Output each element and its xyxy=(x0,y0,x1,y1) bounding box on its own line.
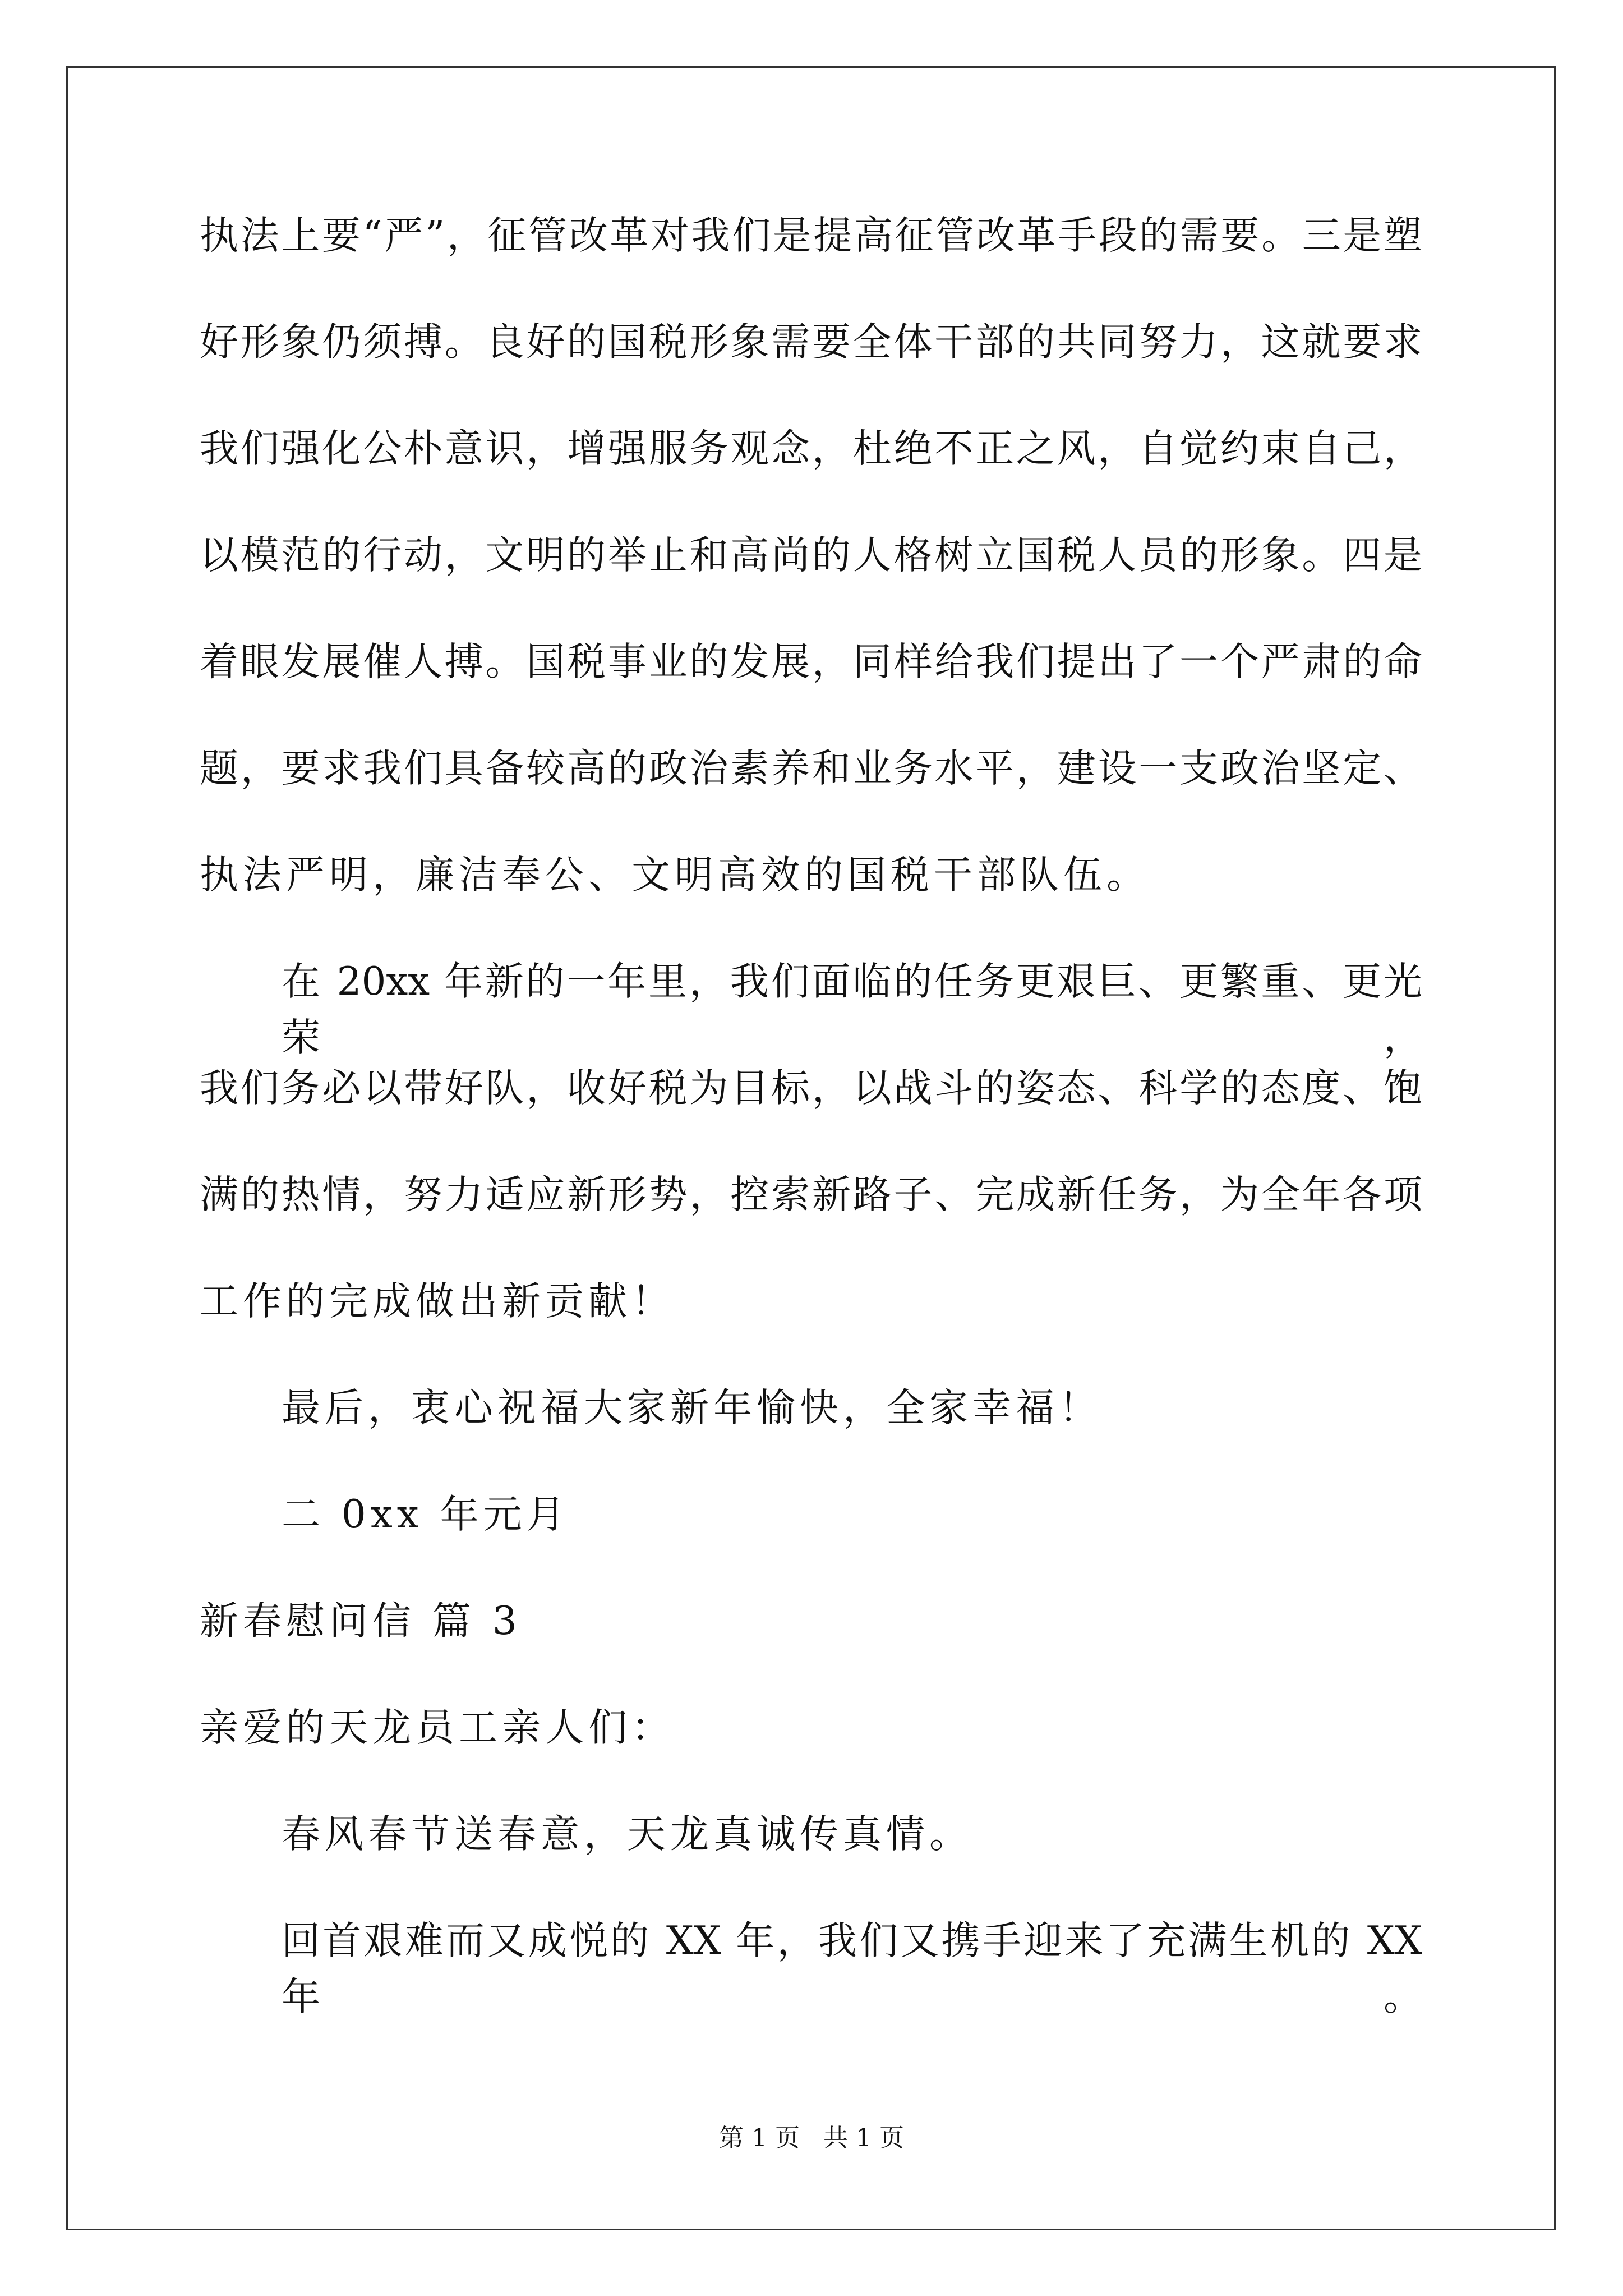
text-line: 好形象仍须搏。良好的国税形象需要全体干部的共同努力，这就要求 xyxy=(200,320,1422,365)
section-heading: 新春慰问信 篇 3 xyxy=(200,1599,522,1644)
text-line: 满的热情，努力适应新形势，控索新路子、完成新任务，为全年各项 xyxy=(200,1172,1422,1217)
date-line: 二 0xx 年元月 xyxy=(282,1492,570,1537)
salutation: 亲爱的天龙员工亲人们： xyxy=(200,1705,675,1750)
text-line: 我们务必以带好队，收好税为目标，以战斗的姿态、科学的态度、饱 xyxy=(200,1066,1422,1111)
page-number-total: 共 1 页 xyxy=(823,2124,904,2152)
closing-wish: 最后，衷心祝福大家新年愉快，全家幸福！ xyxy=(282,1386,1102,1430)
text-line: 执法上要“严”，征管改革对我们是提高征管改革手段的需要。三是塑 xyxy=(200,213,1422,258)
text-line: 回首艰难而又成悦的 XX 年，我们又携手迎来了充满生机的 XX 年。 xyxy=(282,1918,1422,2019)
text-line: 执法严明，廉洁奉公、文明高效的国税干部队伍。 xyxy=(200,853,1150,898)
page-number-current: 第 1 页 xyxy=(719,2124,800,2152)
paragraph-first-line: 在 20xx 年新的一年里，我们面临的任务更艰巨、更繁重、更光荣， xyxy=(282,959,1422,1060)
text-line: 我们强化公朴意识，增强服务观念，杜绝不正之风，自觉约束自己， xyxy=(200,426,1422,471)
page-footer xyxy=(0,2122,1623,2155)
text-line: 工作的完成做出新贡献！ xyxy=(200,1279,675,1324)
page-border xyxy=(66,66,1556,2230)
text-line: 着眼发展催人搏。国税事业的发展，同样给我们提出了一个严肃的命 xyxy=(200,639,1422,684)
text-line: 题，要求我们具备较高的政治素养和业务水平，建设一支政治坚定、 xyxy=(200,746,1422,791)
text-line: 春风春节送春意，天龙真诚传真情。 xyxy=(282,1812,972,1857)
text-line: 以模范的行动，文明的举止和高尚的人格树立国税人员的形象。四是 xyxy=(200,533,1422,578)
